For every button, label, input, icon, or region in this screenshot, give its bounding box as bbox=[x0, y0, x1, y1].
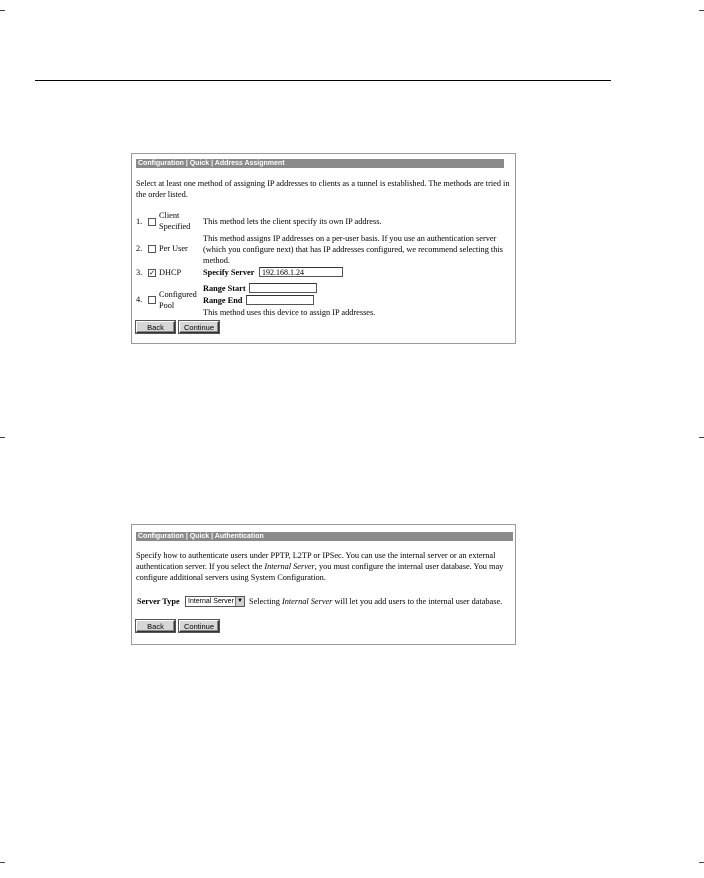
crop-mark bbox=[0, 437, 5, 438]
per-user-checkbox[interactable] bbox=[148, 245, 156, 253]
address-assignment-panel: Configuration | Quick | Address Assignment Select at least one method of assigning IP addresses to clients as a tunnel is established. The methods are tried in the order listed. 1. Client Specified This method lets the client specify its own IP address. 2. Per User This method assigns IP addresses on a per-user basis. If you use an authentication server (which you configure next) that has IP addresses configured, we recommend selecting this method. 3. ✓ DHCP Specify Server 192.168.1.24 4. Configured Pool Range Start Range End This method uses this device to assign IP addresses. Back Continue bbox=[131, 153, 516, 344]
continue-button[interactable]: Continue bbox=[179, 620, 219, 632]
auth-description: Specify how to authenticate users under PPTP, L2TP or IPSec. You can use the internal server or an external authentication server. If you select the Internal Server, you must configure the internal user database. You may configure additional servers using System Configuration. bbox=[136, 551, 504, 582]
crop-mark bbox=[699, 862, 704, 863]
client-specified-description: This method lets the client specify its own IP address. bbox=[203, 217, 382, 226]
server-type-label: Server Type bbox=[137, 597, 180, 606]
back-button[interactable]: Back bbox=[136, 620, 175, 632]
crop-mark bbox=[0, 10, 5, 11]
client-specified-checkbox[interactable] bbox=[148, 218, 156, 226]
specify-server-label: Specify Server bbox=[203, 268, 255, 277]
per-user-label: Per User bbox=[159, 244, 188, 253]
continue-button[interactable]: Continue bbox=[179, 321, 219, 333]
per-user-description: This method assigns IP addresses on a per-user basis. If you use an authentication server (which you configure next) that has IP addresses configured, we recommend selecting this method. bbox=[203, 234, 503, 265]
crop-mark bbox=[0, 862, 5, 863]
panel-title: Configuration | Quick | Address Assignment bbox=[138, 160, 285, 167]
crop-mark bbox=[699, 10, 704, 11]
range-start-input[interactable] bbox=[249, 283, 317, 293]
chevron-down-icon[interactable]: ▼ bbox=[235, 597, 244, 606]
crop-mark bbox=[699, 437, 704, 438]
authentication-panel bbox=[131, 524, 516, 645]
configured-pool-label: Configured Pool bbox=[159, 290, 197, 310]
configured-pool-checkbox[interactable] bbox=[148, 296, 156, 304]
server-type-select[interactable]: Internal Server ▼ bbox=[185, 596, 245, 607]
range-end-label: Range End bbox=[203, 296, 243, 305]
back-button[interactable]: Back bbox=[136, 321, 175, 333]
range-end-input[interactable] bbox=[246, 295, 314, 305]
range-start-label: Range Start bbox=[203, 284, 246, 293]
server-type-hint: Selecting Internal Server will let you add users to the internal user database. bbox=[249, 597, 503, 606]
specify-server-input[interactable]: 192.168.1.24 bbox=[259, 267, 343, 277]
page-header-rule bbox=[35, 80, 611, 81]
panel-title: Configuration | Quick | Authentication bbox=[138, 533, 264, 540]
intro-text: Select at least one method of assigning IP addresses to clients as a tunnel is established. The methods are tried in the order listed. bbox=[136, 179, 510, 199]
configured-pool-description: This method uses this device to assign IP addresses. bbox=[203, 308, 376, 317]
client-specified-label: Client Specified bbox=[159, 211, 191, 231]
dhcp-checkbox[interactable]: ✓ bbox=[149, 269, 155, 277]
panel-title-bar bbox=[136, 532, 513, 541]
dhcp-label: DHCP bbox=[159, 268, 182, 277]
panel-title-bar bbox=[136, 159, 504, 168]
